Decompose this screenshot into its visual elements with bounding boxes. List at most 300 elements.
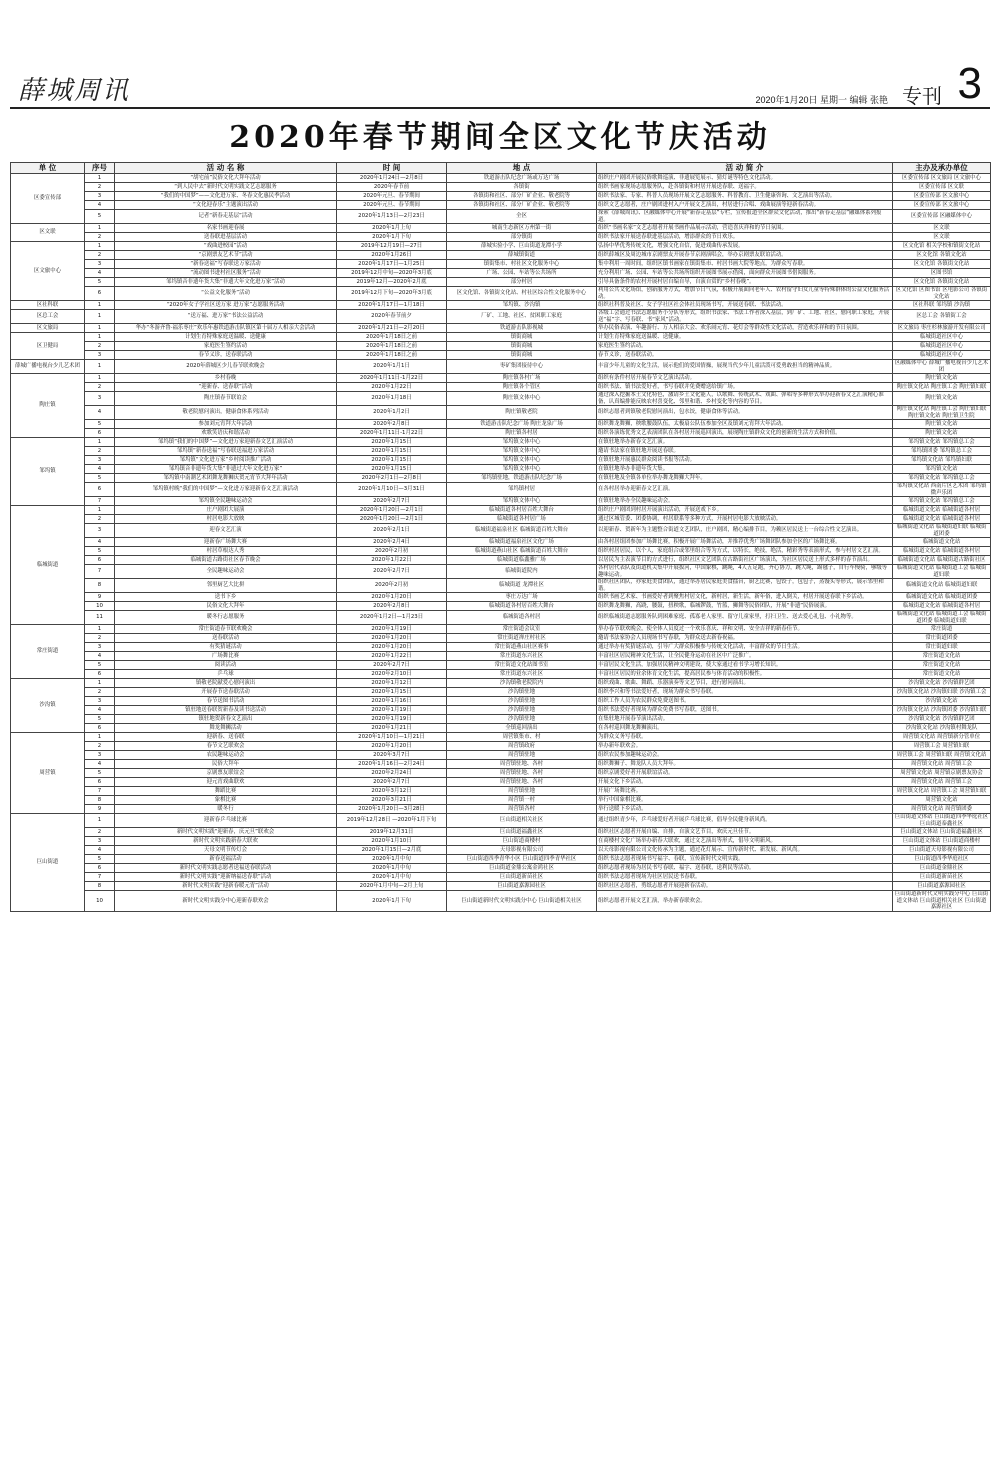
row-activity-name: 送书下乡 — [115, 593, 337, 602]
row-time: 2020年1月20日 — [337, 643, 447, 652]
row-description: 组织工作人员为农民群众免费送图书。 — [597, 697, 893, 706]
table-row — [11, 497, 991, 506]
row-activity-name: 邹坞镇村晚“我们的中国梦”—文化进万家迎新春文艺汇演活动 — [115, 483, 337, 497]
row-time: 2020年1月15日 — [337, 456, 447, 465]
row-organizer: 邹坞镇文化站 邹坞镇总工会 — [893, 474, 991, 483]
row-location: 巨山街道福鑫社区 — [447, 828, 597, 837]
row-index: 6 — [85, 670, 115, 679]
row-location: 巨山街道新时代文明实践分中心 巨山街道相关社区 — [447, 891, 597, 912]
table-row — [11, 556, 991, 565]
row-organizer: 临城街道文化站 临城街道各村居 — [893, 515, 991, 524]
table-row — [11, 483, 991, 497]
row-description: 组织社区团队，亦家庭美食团队，通过举办居民家庭美食擂台，厨艺比赛，包饺子，包包子，蒸馒头等形式，展示邻里和谐。 — [597, 579, 893, 593]
row-time: 2019年12月19日—27日 — [337, 242, 447, 251]
row-activity-name: 舞蹈比赛 — [115, 787, 337, 796]
row-organizer: 巨山街道文体站 巨山街道商楼村 — [893, 837, 991, 846]
row-activity-name: 邻里厨艺大比拼 — [115, 579, 337, 593]
row-description: 通过区城管委、团委协调，村居联系等多种方式，开展村居电影大放映活动。 — [597, 515, 893, 524]
row-description: 在镇驻地举办全民趣味运动会。 — [597, 497, 893, 506]
row-description: 邀请书法家协会人员现场书写春联，为群众送去新春祝福。 — [597, 634, 893, 643]
row-time: 2019年12月中旬—2020年3月底 — [337, 269, 447, 278]
page-title: 2020年春节期间全区文化节庆活动 — [229, 120, 771, 155]
row-activity-name: 2020年薛城区少儿春节联欢晚会 — [115, 360, 337, 374]
row-organizer: 临城街道文化站 临城街道各村居 — [893, 602, 991, 611]
row-organizer: 周营镇文化站 周营镇工会 周营镇妇联 — [893, 787, 991, 796]
row-location: 陶庄镇各个管区 — [447, 383, 597, 392]
table-row — [11, 374, 991, 383]
row-index: 4 — [85, 706, 115, 715]
row-index: 4 — [85, 269, 115, 278]
row-description: 组织书画艺术家、书画爱好者到聚焦村居文化，新村居，新生活，新年俗，进入倒关，村居开展送春联下乡活动。 — [597, 593, 893, 602]
row-description: 组织各演练优秀文艺表演团队在各村居开展巡回演出，展现陶庄镇群众文化的创新的生活方式和价值。 — [597, 429, 893, 438]
table-row — [11, 652, 991, 661]
row-organizer: 邹坞镇团委 邹坞镇总工会 — [893, 447, 991, 456]
header-organizer: 主办及承办单位 — [893, 163, 991, 174]
row-activity-name: 镇驻地送春联贺新春及读书送活动 — [115, 706, 337, 715]
table-row — [11, 174, 991, 183]
table-row — [11, 474, 991, 483]
row-location: 各镇街 — [447, 183, 597, 192]
row-time: 2020年2月7日 — [337, 497, 447, 506]
table-row — [11, 787, 991, 796]
row-organizer: 陶庄镇文化站 — [893, 392, 991, 406]
row-index: 4 — [85, 652, 115, 661]
row-time: 2020年1月19日 — [337, 625, 447, 634]
row-location: 邹坞镇文体中心 — [447, 456, 597, 465]
row-organizer: 巨山街道嘉源园社区 — [893, 882, 991, 891]
row-organizer: 周营镇工会 周营镇妇联 周营镇文化站 — [893, 751, 991, 760]
row-time: 2020年1月17日—1月18日 — [337, 301, 447, 310]
row-index: 2 — [85, 742, 115, 751]
row-index: 1 — [85, 324, 115, 333]
row-description: 举办新年联欢会。 — [597, 742, 893, 751]
table-row — [11, 769, 991, 778]
row-description: 各级工会通过书法志愿服务小分队等形式，组织书法家、书法工作者深入基层，到厂矿、工地、社区，慰问职工家庭，开展送“福”字、写春联、书“家风”活动。 — [597, 310, 893, 324]
row-activity-name: 华办“冬游齐鲁·福乐枣庄”欢乐年惠铁道游击队镇区第十届万人相亲大会活动 — [115, 324, 337, 333]
table-row — [11, 846, 991, 855]
row-description: 利用公共文化场馆，创新服务方式，增加节日气氛，积极开展面向老年人、农村留守妇女儿童等特殊群体的公益文化服务活动。 — [597, 287, 893, 301]
row-description: 充分利用广场、公园、车站等公共场所组织开展图书展示借阅，面向群众开展图书借阅服务。 — [597, 269, 893, 278]
row-description: 组织舞龙舞狮，秧歌腰鼓队伍，太极扇公队伍参加全区及镇刘元宵拜大年活动。 — [597, 420, 893, 429]
newspaper-logo: 薛城周讯 — [18, 76, 131, 106]
row-organizer: 巨山街道文体站 巨山街道福鑫社区 — [893, 828, 991, 837]
row-time: 2020年1月13日—2月23日 — [337, 210, 447, 224]
row-time: 2020年1月20日 — [337, 593, 447, 602]
row-organizer: 巨山街道金鼎社区 — [893, 864, 991, 873]
row-index: 3 — [85, 697, 115, 706]
row-description: 在镇驻地举办新春文艺汇演。 — [597, 438, 893, 447]
row-time: 2020年2月10日 — [337, 670, 447, 679]
row-activity-name: “我们的中国梦”——文化进万家、冬春文化惠民季活动 — [115, 192, 337, 201]
table-row — [11, 778, 991, 787]
row-index: 4 — [85, 538, 115, 547]
row-time: 2020年元旦、春节期间 — [337, 192, 447, 201]
row-time: 2020年2月4日 — [337, 538, 447, 547]
row-time: 2020年1月20日—2月1日 — [337, 506, 447, 515]
row-location: 薛城实验小学、巨山街道龙潭小学 — [447, 242, 597, 251]
table-row — [11, 593, 991, 602]
row-activity-name: 农民趣味运动会 — [115, 751, 337, 760]
row-time: 2020年2月8日 — [337, 420, 447, 429]
row-location: 常庄街道文化站图书室 — [447, 661, 597, 670]
row-index: 3 — [85, 643, 115, 652]
row-organizer: 临城街道社区中心 — [893, 333, 991, 342]
row-location: 沙沟镇驻地 — [447, 688, 597, 697]
row-time: 2020年1月2日 — [337, 406, 447, 420]
row-description: 在商楼村文化广场举办新春大联欢，通过文艺演出等形式，倡导文明新风。 — [597, 837, 893, 846]
row-description: 开展文化下乡活动。 — [597, 778, 893, 787]
row-index: 2 — [85, 515, 115, 524]
row-description: 在集驻地开展春节演出活动。 — [597, 715, 893, 724]
row-time: 2020年1月15日 — [337, 465, 447, 474]
row-location: 沙沟镇驻地 — [447, 715, 597, 724]
activity-table — [10, 162, 991, 912]
row-index: 11 — [85, 611, 115, 625]
row-description: 引导具备条件的农村开展村居自编自导，自演自赏的“乡村春晚”。 — [597, 278, 893, 287]
table-row — [11, 210, 991, 224]
table-row — [11, 278, 991, 287]
table-row — [11, 538, 991, 547]
row-time: 2020年2月初 — [337, 579, 447, 593]
row-organizer: 临城街道文化站 临城街道各村居 — [893, 547, 991, 556]
row-activity-name: 新时代文明实践“迎新纳福送春联”活动 — [115, 873, 337, 882]
row-time: 2020年2月初 — [337, 547, 447, 556]
row-organizer: 巨山街道四季华庭社区 — [893, 855, 991, 864]
table-row — [11, 643, 991, 652]
row-location: 广场、公园、车站等公共场所 — [447, 269, 597, 278]
row-index: 10 — [85, 602, 115, 611]
row-location: 巨山街道金鼎公寓金鸿社区 — [447, 864, 597, 873]
row-index: 5 — [85, 769, 115, 778]
table-row — [11, 855, 991, 864]
row-location: 铁道游击队纪念广场 陶庄龙泉广场 — [447, 420, 597, 429]
row-time: 2020年1月15日—2月底 — [337, 846, 447, 855]
row-time: 2020年1月中旬 — [337, 855, 447, 864]
row-location: 周营镇各村 — [447, 805, 597, 814]
row-activity-name: 邹坞镇中南潮艺术团舞龙舞狮庆贺元宵节大拜年活动 — [115, 474, 337, 483]
row-index: 1 — [85, 733, 115, 742]
row-description: 计划生育特殊家庭送温暖、送健康。 — [597, 333, 893, 342]
row-index: 1 — [85, 374, 115, 383]
row-organizer: 周营镇文化站 — [893, 796, 991, 805]
row-location: 陶庄镇文体中心 — [447, 392, 597, 406]
row-organizer: 巨山街道天母影视有限公司 — [893, 846, 991, 855]
row-organizer: 临城街道文化站 临城街道妇联 临城街道团委 — [893, 524, 991, 538]
row-organizer: 区文联 — [893, 224, 991, 233]
row-time: 2020年1月17日—1月25日 — [337, 260, 447, 269]
row-time: 2020年1月15日 — [337, 447, 447, 456]
row-location: 周营镇一村 — [447, 796, 597, 805]
table-row — [11, 864, 991, 873]
row-index: 6 — [85, 864, 115, 873]
row-index: 1 — [85, 360, 115, 374]
row-organizer: 周营镇文化站 周营镇京剧票友协会 — [893, 769, 991, 778]
unit-cell: 邹坞镇 — [11, 438, 85, 506]
header-location: 地 点 — [447, 163, 597, 174]
row-activity-name: 参加刘元宵拜大年活动 — [115, 420, 337, 429]
row-activity-name: 庄户剧团大展演 — [115, 506, 337, 515]
row-index: 1 — [85, 438, 115, 447]
table-row — [11, 447, 991, 456]
row-organizer: 陶庄镇文化站 — [893, 429, 991, 438]
row-index: 6 — [85, 483, 115, 497]
row-location: 周营镇驻地、各村 — [447, 778, 597, 787]
row-time: 2019年12月下旬—2020年3月底 — [337, 287, 447, 301]
row-description: 各村居代表队及街道机关集中开展拔河，中国象棋，跳绳，4人五足跑，齐心协力，跳大绳，踢毽子，自行车慢骑，够级等趣味运动。 — [597, 565, 893, 579]
table-row — [11, 733, 991, 742]
row-organizer: 巨山街道新时代文明实践分中心 巨山街道文体站 巨山街道相关社区 巨山街道嘉源社区 — [893, 891, 991, 912]
row-location: 天母影视有限公司 — [447, 846, 597, 855]
row-index: 5 — [85, 278, 115, 287]
row-location: 巨山街道四季青华小区 巨山街道四季青华社区 — [447, 855, 597, 864]
row-time: 2020年1月19日 — [337, 706, 447, 715]
row-description: 在镇驻地开展惠民群众阅读书报等活动。 — [597, 456, 893, 465]
row-location: 厂矿、工地、社区、贫困职工家庭 — [447, 310, 597, 324]
row-location: 邹坞镇文体中心 — [447, 497, 597, 506]
row-time: 2019年12月28日 —2020年1月下旬 — [337, 814, 447, 828]
table-row — [11, 706, 991, 715]
row-activity-name: 家庭医生签约活动 — [115, 342, 337, 351]
row-index: 8 — [85, 796, 115, 805]
table-row — [11, 760, 991, 769]
row-description: 邀请书法家在镇驻地开展送春联。 — [597, 447, 893, 456]
table-row — [11, 224, 991, 233]
row-organizer: 沙沟镇文化站 沙沟镇村舞龙队 — [893, 724, 991, 733]
row-organizer: 邹坞镇文化站 西南片区艺术团 邹坞镇微声乐团 — [893, 483, 991, 497]
row-description: 组织书画家现场志愿服务队，赴各镇街和村居开展送春联、送福字。 — [597, 183, 893, 192]
row-activity-name: 送春联活动 — [115, 634, 337, 643]
table-row — [11, 679, 991, 688]
row-location: 沙沟镇驻地 — [447, 706, 597, 715]
row-time: 2020年1月下旬 — [337, 891, 447, 912]
row-organizer: 陶庄镇文化站 — [893, 420, 991, 429]
row-index: 5 — [85, 715, 115, 724]
header-index: 序号 — [85, 163, 115, 174]
row-description: 丰富居民文化生活，加强居民精神文明建设，使大家通过看书学习增长知识。 — [597, 661, 893, 670]
row-description: 通过组织青少年，乒乓球爱好者开展乒乓球比赛，倡导全民健身新风尚。 — [597, 814, 893, 828]
row-activity-name: 春节义诊，送春联活动 — [115, 351, 337, 360]
table-row — [11, 670, 991, 679]
row-activity-name: “新春送福”写春联送万家活动 — [115, 260, 337, 269]
row-activity-name: “戏曲进校园”活动 — [115, 242, 337, 251]
row-location: 临城街道院内 — [447, 565, 597, 579]
row-index: 7 — [85, 873, 115, 882]
row-organizer: 沙沟镇文化站 沙沟镇团委 沙沟镇妇联 — [893, 706, 991, 715]
row-organizer: 周营镇文化站 周营镇团委 — [893, 805, 991, 814]
row-description: 以居民为主表演节目的方式进行，组织社区文艺团队在古路街社区广场演出，为社区居民送上形式多样的春节演出。 — [597, 556, 893, 565]
row-time: 2020年1月11日-1月22日 — [337, 374, 447, 383]
row-organizer: 区委宣传部 区文联 — [893, 183, 991, 192]
row-description: 组织书法、镇书法爱好者，书写春联并免费赠送给镇广场。 — [597, 383, 893, 392]
row-organizer: 区文联 — [893, 233, 991, 242]
row-time: 2020年1月26日 — [337, 251, 447, 260]
row-location: 巨山街道嘉源园社区 — [447, 882, 597, 891]
row-index: 6 — [85, 556, 115, 565]
row-activity-name: 广场舞比赛 — [115, 652, 337, 661]
row-location: 区文化馆、各镇街文化站、村社区综合性文化服务中心 — [447, 287, 597, 301]
row-index: 1 — [85, 333, 115, 342]
row-location: 临城街道各村居 — [447, 611, 597, 625]
row-activity-name: 计划生育特殊家庭送温暖、送健康 — [115, 333, 337, 342]
row-activity-name: 名家书画迎春展 — [115, 224, 337, 233]
row-organizer: 常庄街道文化站 — [893, 652, 991, 661]
row-index: 2 — [85, 828, 115, 837]
table-row — [11, 201, 991, 210]
row-activity-name: 邹坞镇全民趣味运动会 — [115, 497, 337, 506]
row-index: 8 — [85, 882, 115, 891]
row-activity-name: 村居草根达人秀 — [115, 547, 337, 556]
row-location: 常庄街道东兴社区 — [447, 670, 597, 679]
row-index: 3 — [85, 192, 115, 201]
row-description: 通过深入挖掘本土文化特色，激请乡土文化能人，以歌舞、传统武术、戏曲、弹唱等多种形式举办迎新春文艺汇演精心准备，认真编排能反映农村喜变化、邻里和谐、乡村变化等内容的节目。 — [597, 392, 893, 406]
row-organizer: 常庄街道文化站 — [893, 670, 991, 679]
unit-cell: 区卫健局 — [11, 333, 85, 360]
row-index: 1 — [85, 506, 115, 515]
row-organizer: 区社科联 邹坞镇 沙沟镇 — [893, 301, 991, 310]
row-description: 组织书法爱好者现场为群众免费书写春联，送图书。 — [597, 706, 893, 715]
row-location: 镇街集市、村社区文化服务中心 — [447, 260, 597, 269]
table-row — [11, 429, 991, 438]
row-location: 邹坞镇文体中心 — [447, 465, 597, 474]
row-index: 9 — [85, 593, 115, 602]
table-row — [11, 882, 991, 891]
row-location: 临城街道燕山社区 临城街道百姓大舞台 — [447, 547, 597, 556]
row-organizer: 临城街道文化站 临城街道团委 — [893, 593, 991, 602]
row-organizer: 区图书馆 — [893, 269, 991, 278]
row-description: 组织有条件村居开展春节文艺演出活动。 — [597, 374, 893, 383]
row-description: 组织村居居民，以个人，家庭组合或邻里组合等为方式，以特长，绝技，绝活，精彩秀等表演形式，参与村居文艺汇演。 — [597, 547, 893, 556]
row-time: 2020年1月20日 — [337, 742, 447, 751]
row-activity-name: 民俗大拜年 — [115, 760, 337, 769]
row-description: 组织志愿者开展文艺汇演，举办新春联欢会。 — [597, 891, 893, 912]
row-index: 1 — [85, 625, 115, 634]
row-organizer: 巨山街道文体站 巨山街道四季华庭社区 巨山街道泰鑫社区 — [893, 814, 991, 828]
row-description: 在各村巡回舞龙舞狮演出。 — [597, 724, 893, 733]
row-description: 组织社区志愿者开展自编、自排，自演文艺节目，欢庆元旦佳节。 — [597, 828, 893, 837]
row-location: 邹坞镇文体中心 — [447, 438, 597, 447]
row-location: 镇街商城 — [447, 351, 597, 360]
table-row — [11, 233, 991, 242]
table-row — [11, 392, 991, 406]
row-index: 4 — [85, 201, 115, 210]
row-index: 2 — [85, 233, 115, 242]
row-activity-name: 邹坞镇“新春送福”写春联送福进万家活动 — [115, 447, 337, 456]
row-time: 2020年3月7日 — [337, 751, 447, 760]
table-row — [11, 351, 991, 360]
row-activity-name: “京剧票友艺术节”活动 — [115, 251, 337, 260]
row-time: 2020年1月10日—3月31日 — [337, 483, 447, 497]
row-organizer: 常庄街道妇联 — [893, 643, 991, 652]
row-description: 举办民俗表演、年趣游行、万人相亲大会、欢乐闹元宵、花灯会等群众性文化活动，营造欢乐祥和的节日氛围。 — [597, 324, 893, 333]
row-organizer: 区文化馆 区图书馆 区电影公司 各镇街文化站 — [893, 287, 991, 301]
row-location: 各镇街和社区、部分厂矿企业、敬老院等 — [447, 192, 597, 201]
row-time: 2020年1月19日 — [337, 715, 447, 724]
masthead — [0, 0, 1000, 108]
row-description: 组织书法家、专家、科普人员现场开展文艺志愿服务、科普教育、卫生健康咨询、文艺演出等活动。 — [597, 192, 893, 201]
row-time: 2020年1月20日 — [337, 634, 447, 643]
row-time: 2020年1月18日之前 — [337, 351, 447, 360]
unit-cell: 区文旅中心 — [11, 242, 85, 301]
row-organizer: 邹坞镇文化站 — [893, 465, 991, 474]
table-row — [11, 565, 991, 579]
row-organizer: 巨山街道新苗社区 — [893, 873, 991, 882]
row-description: 组织书法志愿者现场书写福字、春联，宣传新时代文明实践。 — [597, 855, 893, 864]
unit-cell: 区文联 — [11, 224, 85, 242]
row-location: 常庄街道禅庄村社区 — [447, 634, 597, 643]
row-description: 组织文艺志愿者，庄户剧团进村入户开展文艺演出，村居进行合唱、戏曲展演等迎新春活动。 — [597, 201, 893, 210]
row-time: 2020年1月18日 — [337, 392, 447, 406]
row-organizer: 邹坞镇文化站 邹坞镇总工会 — [893, 438, 991, 447]
table-row — [11, 891, 991, 912]
row-time: 2020年1月2日—1月23日 — [337, 611, 447, 625]
row-index: 6 — [85, 724, 115, 733]
table-row — [11, 260, 991, 269]
row-time: 2020年2月8日 — [337, 602, 447, 611]
row-location: 铁道游击队纪念广场或万达广场 — [447, 174, 597, 183]
row-index: 6 — [85, 778, 115, 787]
table-header-row — [11, 163, 991, 174]
row-activity-name: 迎新春广场舞大赛 — [115, 538, 337, 547]
row-index: 2 — [85, 688, 115, 697]
row-description: 在各村居举办迎新春文艺汇演。 — [597, 483, 893, 497]
row-activity-name: 迎新春乒乓球比赛 — [115, 814, 337, 828]
row-description: 举行中国象棋比赛。 — [597, 796, 893, 805]
row-organizer: 区委宣传部 区文旅中心 — [893, 201, 991, 210]
row-time: 2020年2月7日 — [337, 565, 447, 579]
row-index: 2 — [85, 447, 115, 456]
row-description: 丰富社区居民的业余体育文化生活，提高居民参与体育活动的积极性。 — [597, 670, 893, 679]
unit-cell: 区社科联 — [11, 301, 85, 310]
row-location: 巨山街道相关社区 — [447, 814, 597, 828]
row-location: 周营镇驻地、各村 — [447, 769, 597, 778]
table-row — [11, 828, 991, 837]
row-activity-name: 新时代文明实践“迎新春暖元宵”活动 — [115, 882, 337, 891]
row-location: 常庄街道燕山社区赛事 — [447, 643, 597, 652]
row-description: 组织社科普及社区、女子学社区社会体社员现场书写，开展送春联、书法活动。 — [597, 301, 893, 310]
row-location: 临城街道临鑫雅广场 — [447, 556, 597, 565]
unit-cell: 沙沟镇 — [11, 679, 85, 733]
row-description: 组织舞狮子、舞龙队人员大拜年。 — [597, 760, 893, 769]
row-organizer: 陶庄镇文化站 陶庄镇工会 陶庄镇妇联 陶庄镇文化站 陶庄镇卫生院 — [893, 406, 991, 420]
row-activity-name: “迎新春、送春联”活动 — [115, 383, 337, 392]
table-row — [11, 438, 991, 447]
table-row — [11, 814, 991, 828]
row-description: 由各村居组团参加广场舞比赛，积极开展广场舞活动，并推荐优秀广场舞团队参加全区的广场舞比赛。 — [597, 538, 893, 547]
row-index: 3 — [85, 751, 115, 760]
row-organizer: 临城街道文化站 临城街道各村居 — [893, 506, 991, 515]
unit-cell: 区委宣传部 — [11, 174, 85, 224]
table-row — [11, 269, 991, 278]
row-activity-name: 欢歌笑语庆和谐活动 — [115, 429, 337, 438]
row-location: 全区 — [447, 210, 597, 224]
row-index: 1 — [85, 814, 115, 828]
row-organizer: 区文化馆 各镇文化站 — [893, 251, 991, 260]
row-location: 陶庄镇敬老院 — [447, 406, 597, 420]
table-row — [11, 301, 991, 310]
row-time: 2020年2月1日 — [337, 524, 447, 538]
row-location: 沙沟镇敬老院院内 — [447, 679, 597, 688]
row-index: 5 — [85, 661, 115, 670]
table-row — [11, 697, 991, 706]
row-index: 6 — [85, 287, 115, 301]
table-row — [11, 742, 991, 751]
row-time: 2020年1月12日 — [337, 679, 447, 688]
page-number: 3 — [957, 59, 982, 108]
unit-cell: 区总工会 — [11, 310, 85, 324]
row-index: 7 — [85, 565, 115, 579]
row-organizer: 区总工会 各镇街工会 — [893, 310, 991, 324]
row-index: 5 — [85, 210, 115, 224]
